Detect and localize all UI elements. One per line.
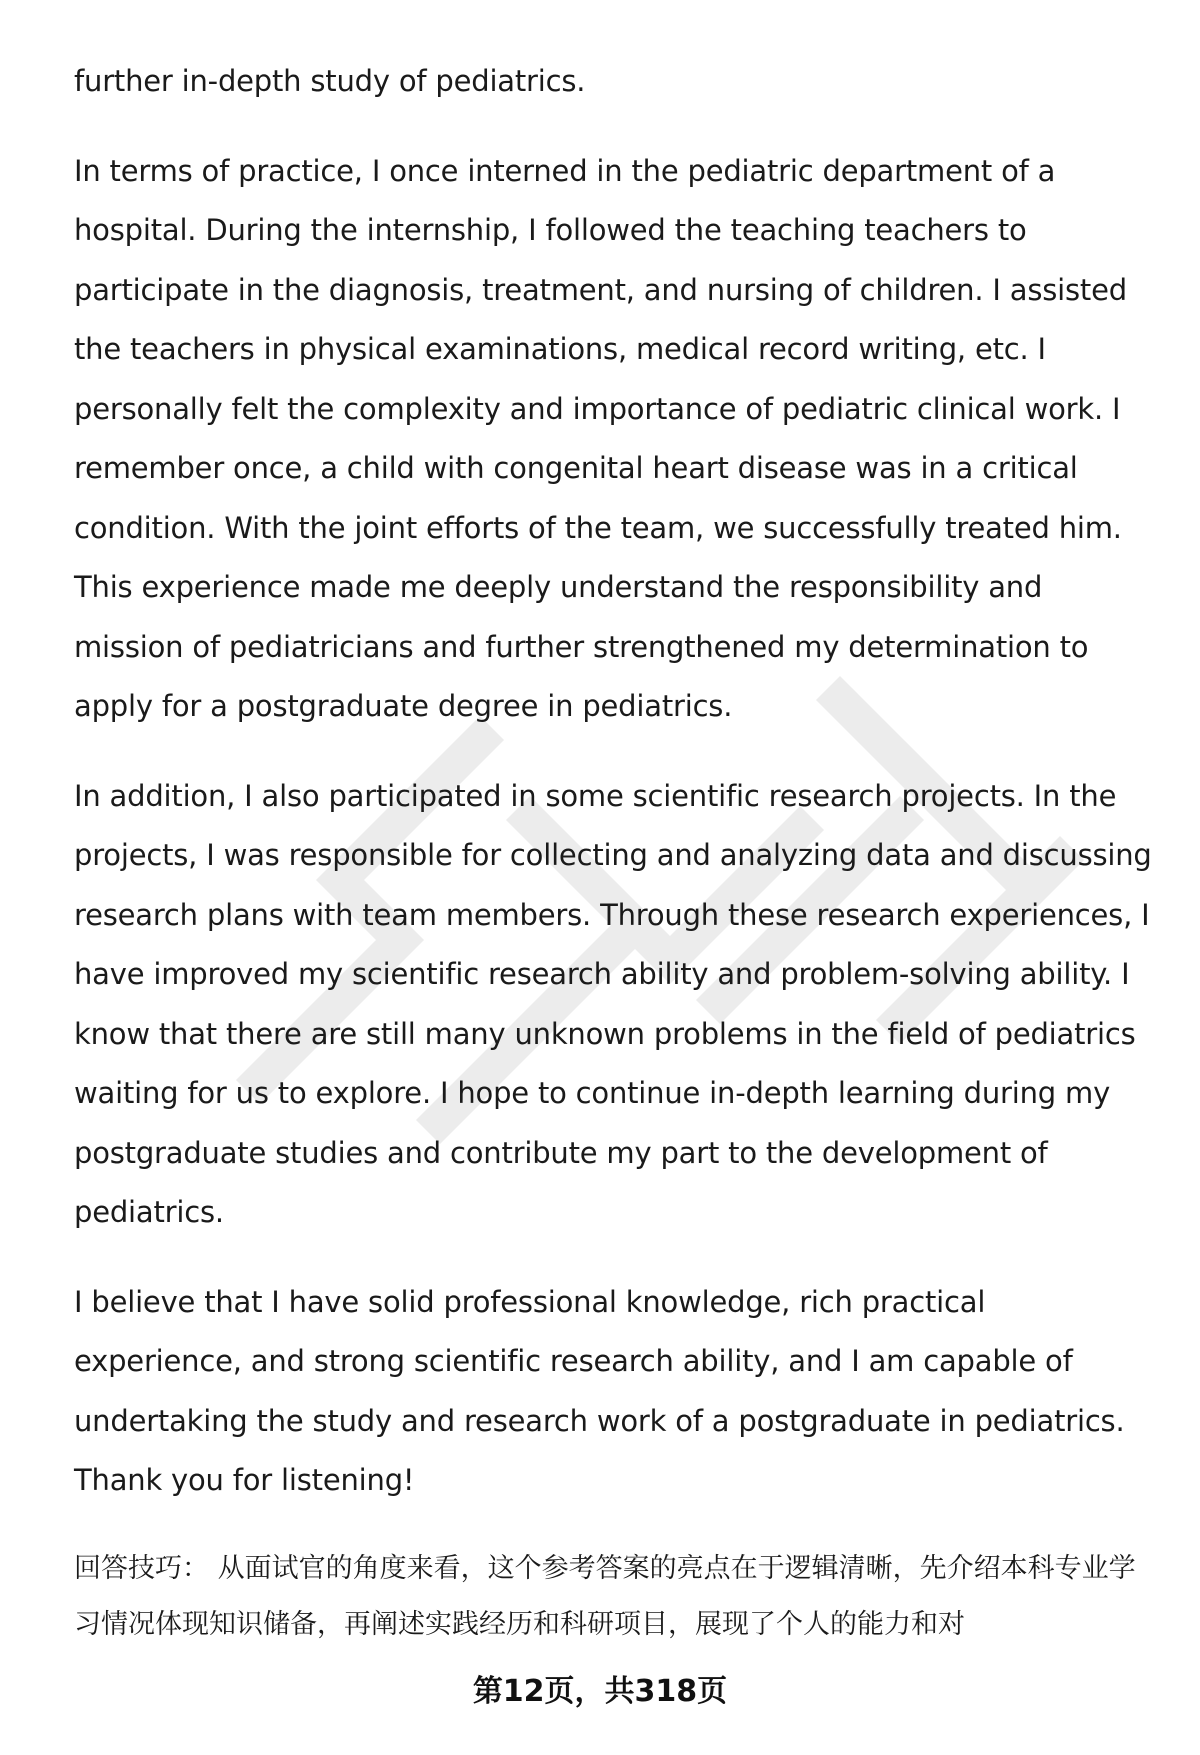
document-page — [74, 52, 1154, 1653]
paragraph-2: In terms of practice, I once interned in the pediatric department of a hospital. During the internship, I followed the teaching teachers to participate in the diagnosis, treatment, and nursing of children. I assisted the teachers in physical examinations, medical record writing, etc. I personally felt the complexity and importance of pediatric clinical work. I remember once, a child with congenital heart disease was in a critical condition. With the joint efforts of the team, we successfully treated him. This experience made me deeply understand the responsibility and mission of pediatricians and further strengthened my determination to apply for a postgraduate degree in pediatrics. — [74, 153, 1127, 723]
paragraph-4: I believe that I have solid professional knowledge, rich practical experience, and strong scientific research ability, and I am capable of undertaking the study and research work of a postgraduate in pediatrics. Thank you for listening! — [74, 1284, 1125, 1497]
page-footer: 第12页，共318页 — [472, 1674, 728, 1709]
paragraph-1: further in-depth study of pediatrics. — [74, 64, 586, 98]
paragraph-3: In addition, I also participated in some scientific research projects. In the projects, I was responsible for collecting and analyzing data and discussing research plans with team members. Through these research experiences, I have improved my scientific research ability and problem-solving ability. I know that there are still many unknown problems in the field of pediatrics waiting for us to explore. I hope to continue in-depth learning during my postgraduate studies and contribute my part to the development of pediatrics. — [74, 778, 1152, 1229]
answer-tips: 回答技巧： 从面试官的角度来看，这个参考答案的亮点在于逻辑清晰，先介绍本科专业学习情况体现知识储备，再阐述实践经历和科研项目，展现了个人的能力和对 — [74, 1552, 1136, 1640]
